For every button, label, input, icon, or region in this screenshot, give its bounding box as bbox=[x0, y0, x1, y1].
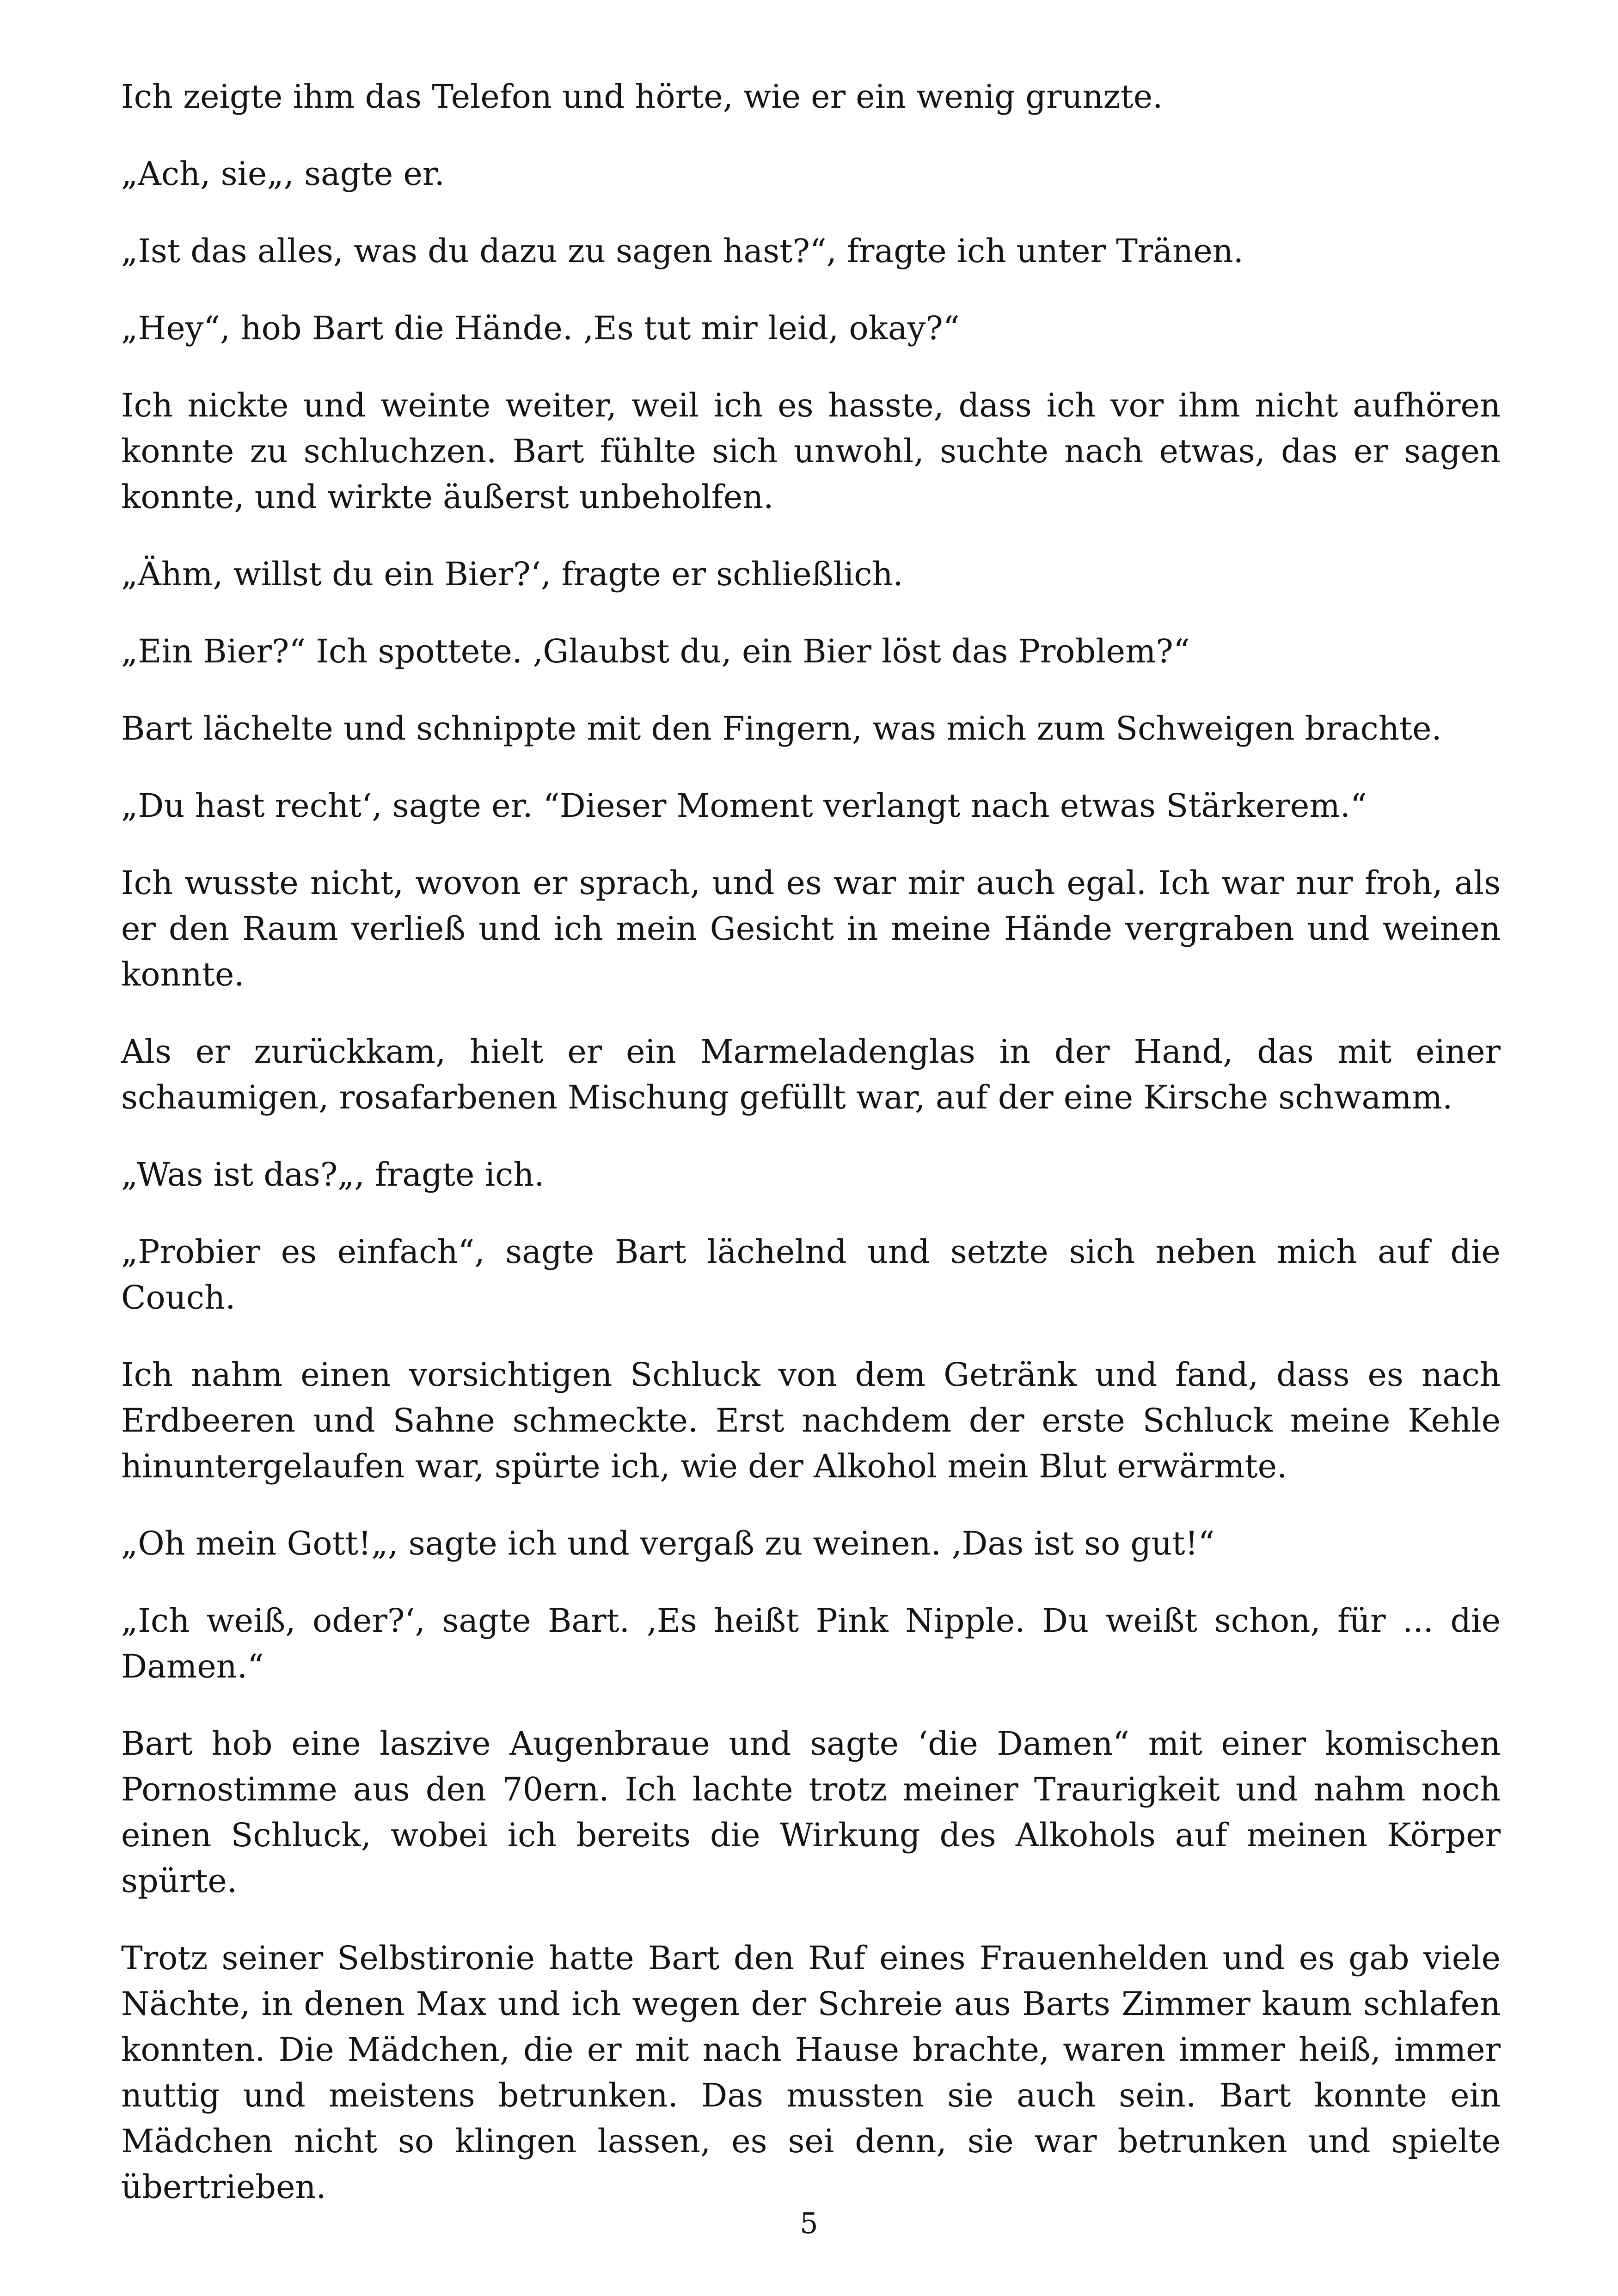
paragraph: „Ähm, willst du ein Bier?‘, fragte er schließlich. bbox=[121, 555, 903, 593]
paragraph: „Ein Bier?“ Ich spottete. ‚Glaubst du, ein Bier löst das Problem?“ bbox=[121, 632, 1190, 670]
paragraph: „Ist das alles, was du dazu zu sagen hast?“, fragte ich unter Tränen. bbox=[121, 232, 1244, 270]
paragraph: „Ich weiß, oder?‘, sagte Bart. ‚Es heißt Pink Nipple. Du weißt schon, für ... die Damen.“ bbox=[121, 1602, 1501, 1685]
page-number: 5 bbox=[800, 2206, 818, 2240]
paragraph: Trotz seiner Selbstironie hatte Bart den Ruf eines Frauenhelden und es gab viele Nächte, in denen Max und ich wegen der Schreie aus Barts Zimmer kaum schlafen konnten. Die Mädchen, die er mit nach Hause brachte, waren immer heiß, immer nuttig und meistens betrunken. Das mussten sie auch sein. Bart konnte ein Mädchen nicht so klingen lassen, es sei denn, sie war betrunken und spielte übertrieben. bbox=[121, 1939, 1501, 2206]
paragraph: Ich nickte und weinte weiter, weil ich es hasste, dass ich vor ihm nicht aufhören konnte zu schluchzen. Bart fühlte sich unwohl, suchte nach etwas, das er sagen konnte, und wirkte äußerst unbeholfen. bbox=[121, 386, 1501, 516]
paragraph: Ich zeigte ihm das Telefon und hörte, wie er ein wenig grunzte. bbox=[121, 78, 1163, 116]
paragraph: Bart lächelte und schnippte mit den Fingern, was mich zum Schweigen brachte. bbox=[121, 710, 1442, 747]
paragraph: „Hey“, hob Bart die Hände. ‚Es tut mir leid, okay?“ bbox=[121, 309, 960, 347]
paragraph: Als er zurückkam, hielt er ein Marmeladenglas in der Hand, das mit einer schaumigen, rosafarbenen Mischung gefüllt war, auf der eine Kirsche schwamm. bbox=[121, 1033, 1501, 1116]
paragraph: Bart hob eine laszive Augenbraue und sagte ‘die Damen“ mit einer komischen Pornostimme aus den 70ern. Ich lachte trotz meiner Traurigkeit und nahm noch einen Schluck, wobei ich bereits die Wirkung des Alkohols auf meinen Körper spürte. bbox=[121, 1725, 1501, 1900]
paragraph: „Probier es einfach“, sagte Bart lächelnd und setzte sich neben mich auf die Couch. bbox=[121, 1233, 1501, 1316]
paragraph: Ich wusste nicht, wovon er sprach, und es war mir auch egal. Ich war nur froh, als er den Raum verließ und ich mein Gesicht in meine Hände vergraben und weinen konnte. bbox=[121, 864, 1501, 993]
paragraph: „Was ist das?„, fragte ich. bbox=[121, 1156, 545, 1194]
paragraph: „Oh mein Gott!„, sagte ich und vergaß zu weinen. ‚Das ist so gut!“ bbox=[121, 1525, 1215, 1562]
paragraph: „Ach, sie„, sagte er. bbox=[121, 155, 445, 193]
paragraph: Ich nahm einen vorsichtigen Schluck von dem Getränk und fand, dass es nach Erdbeeren und Sahne schmeckte. Erst nachdem der erste Schluck meine Kehle hinuntergelaufen war, spürte ich, wie der Alkohol mein Blut erwärmte. bbox=[121, 1356, 1501, 1485]
body-text bbox=[121, 74, 1501, 2241]
paragraph: „Du hast recht‘, sagte er. “Dieser Moment verlangt nach etwas Stärkerem.“ bbox=[121, 787, 1367, 825]
